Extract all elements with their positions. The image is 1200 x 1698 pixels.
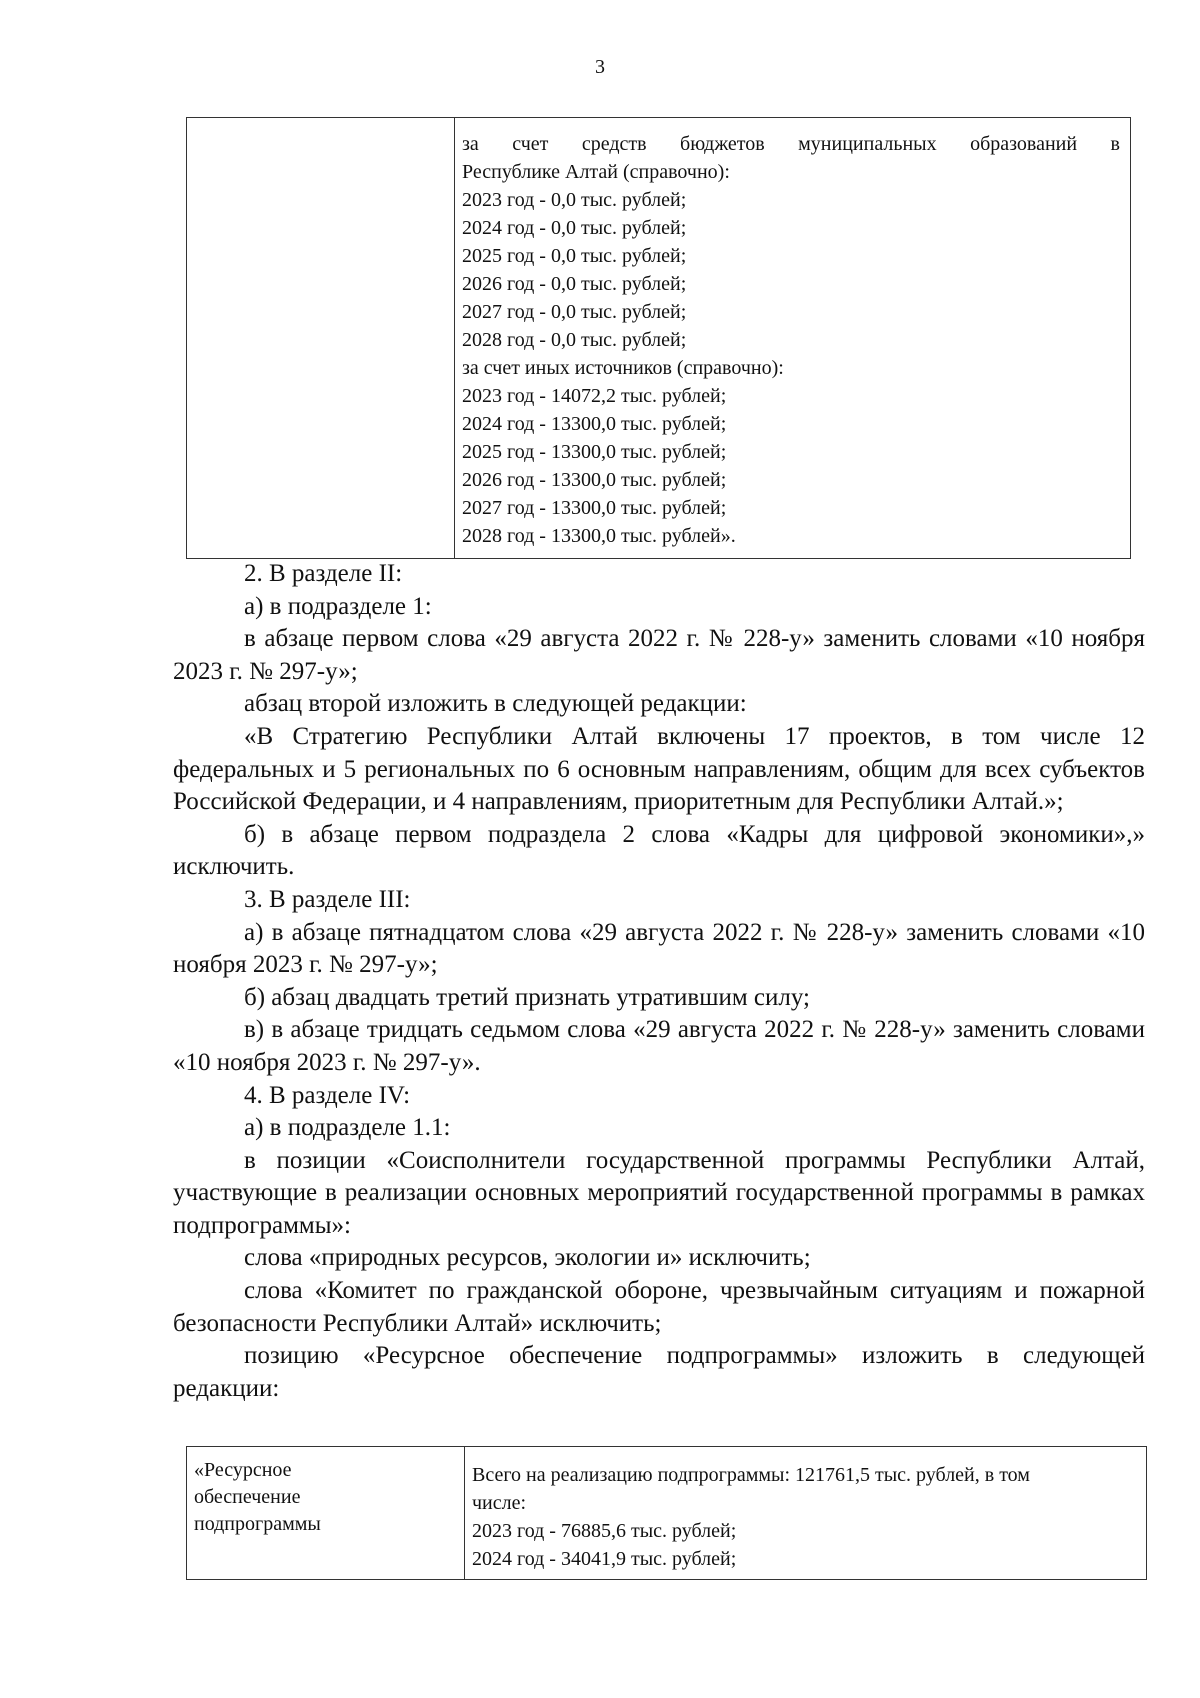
paragraph: позицию «Ресурсное обеспечение подпрограммы» изложить в следующей редакции:	[173, 1342, 1145, 1402]
funding-line: Республике Алтай (справочно):	[462, 161, 730, 183]
funding-line: 2025 год - 13300,0 тыс. рублей;	[462, 441, 727, 463]
position-name-line: «Ресурсное	[194, 1459, 292, 1481]
funding-line: 2023 год - 76885,6 тыс. рублей;	[472, 1520, 737, 1542]
funding-table-continued	[186, 117, 1131, 559]
funding-line: 2024 год - 13300,0 тыс. рублей;	[462, 413, 727, 435]
funding-line: 2023 год - 14072,2 тыс. рублей;	[462, 385, 727, 407]
funding-line: 2026 год - 13300,0 тыс. рублей;	[462, 469, 727, 491]
funding-line: 2026 год - 0,0 тыс. рублей;	[462, 273, 687, 295]
funding-line: 2027 год - 13300,0 тыс. рублей;	[462, 497, 727, 519]
funding-line: 2025 год - 0,0 тыс. рублей;	[462, 245, 687, 267]
page-number: 3	[595, 56, 605, 78]
paragraph: а) в подразделе 1:	[244, 592, 432, 620]
paragraph: в абзаце первом слова «29 августа 2022 г. № 228-у» заменить словами «10 ноября 2023 г. № 297-у»;	[173, 625, 1145, 685]
table-cell-empty	[187, 118, 455, 559]
paragraph: 3. В разделе III:	[244, 885, 411, 913]
funding-line: 2028 год - 13300,0 тыс. рублей».	[462, 525, 736, 547]
paragraph: б) абзац двадцать третий признать утратившим силу;	[244, 983, 810, 1011]
paragraph: абзац второй изложить в следующей редакции:	[244, 690, 747, 718]
paragraph: а) в абзаце пятнадцатом слова «29 августа 2022 г. № 228-у» заменить словами «10 ноября 2023 г. № 297-у»;	[173, 918, 1145, 979]
funding-line: Всего на реализацию подпрограммы: 121761,5 тыс. рублей, в том	[472, 1464, 1030, 1486]
paragraph: 4. В разделе IV:	[244, 1081, 411, 1109]
paragraph: 2. В разделе II:	[244, 560, 403, 587]
resource-provision-table	[186, 1446, 1147, 1580]
position-value-cell	[465, 1447, 1147, 1580]
funding-details-cell	[455, 118, 1131, 559]
position-name-line: обеспечение	[194, 1486, 301, 1508]
paragraph: слова «природных ресурсов, экологии и» исключить;	[244, 1244, 811, 1272]
funding-line: за счет иных источников (справочно):	[462, 357, 784, 379]
funding-line: 2023 год - 0,0 тыс. рублей;	[462, 189, 687, 211]
funding-line: за счет средств бюджетов муниципальных образований в	[462, 133, 1120, 155]
paragraph: слова «Комитет по гражданской обороне, чрезвычайным ситуациям и пожарной безопасности Республики Алтай» исключить;	[173, 1277, 1145, 1337]
funding-line: 2028 год - 0,0 тыс. рублей;	[462, 329, 687, 351]
position-name-cell	[187, 1447, 465, 1580]
paragraph: в) в абзаце тридцать седьмом слова «29 августа 2022 г. № 228-у» заменить словами «10 ноября 2023 г. № 297-у».	[173, 1016, 1145, 1076]
paragraph: «В Стратегию Республики Алтай включены 17 проектов, в том числе 12 федеральных и 5 региональных по 6 основным направлениям, общим для всех субъектов Российской Федерации, и 4 направлениям, приоритетным для Республики Алтай.»;	[173, 722, 1145, 816]
funding-line: 2024 год - 34041,9 тыс. рублей;	[472, 1548, 737, 1570]
paragraph: в позиции «Соисполнители государственной программы Республики Алтай, участвующие в реализации основных мероприятий государственной программы в рамках подпрограммы»:	[173, 1146, 1145, 1239]
paragraph: б) в абзаце первом подраздела 2 слова «Кадры для цифровой экономики»,» исключить.	[173, 820, 1145, 881]
funding-line: 2024 год - 0,0 тыс. рублей;	[462, 217, 687, 239]
paragraph: а) в подразделе 1.1:	[244, 1114, 451, 1142]
document-body	[173, 558, 1145, 1405]
funding-line: числе:	[472, 1492, 527, 1514]
funding-line: 2027 год - 0,0 тыс. рублей;	[462, 301, 687, 323]
position-name-line: подпрограммы	[194, 1513, 321, 1535]
